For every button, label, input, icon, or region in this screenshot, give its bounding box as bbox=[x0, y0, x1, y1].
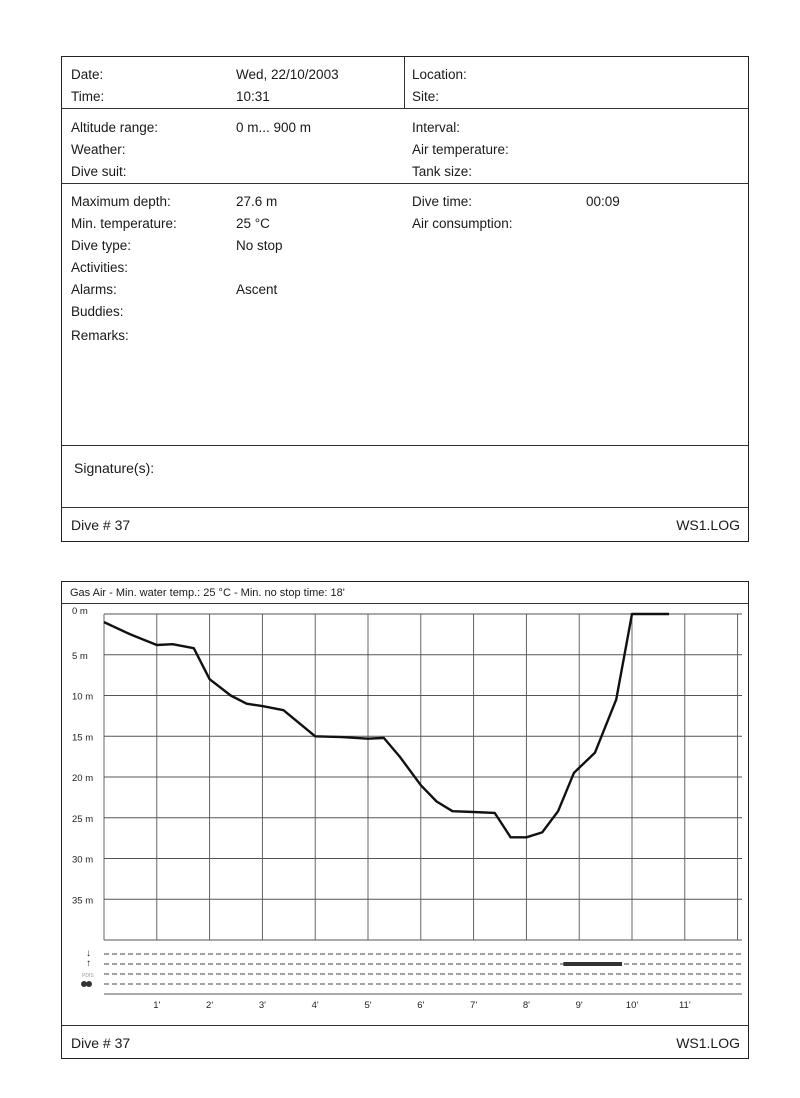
time-label: Time: bbox=[71, 89, 105, 104]
dive-time-value: 00:09 bbox=[586, 194, 620, 209]
dive-suit-label: Dive suit: bbox=[71, 164, 127, 179]
x-tick-label: 10' bbox=[625, 1000, 639, 1011]
row-divider bbox=[62, 108, 748, 109]
dive-log-box bbox=[61, 56, 749, 542]
profile-file-name: WS1.LOG bbox=[676, 1035, 740, 1051]
ascent-icon: ↑ bbox=[86, 958, 91, 969]
x-tick-label: 6' bbox=[417, 1000, 425, 1011]
x-tick-label: 8' bbox=[522, 1000, 530, 1011]
profile-dive-number: Dive # 37 bbox=[71, 1035, 131, 1051]
x-tick-label: 1' bbox=[153, 1000, 161, 1011]
interval-label: Interval: bbox=[412, 120, 461, 135]
column-divider bbox=[404, 57, 405, 108]
x-tick-label: 2' bbox=[206, 1000, 214, 1011]
dive-number: Dive # 37 bbox=[71, 517, 131, 533]
profile-header: Gas Air - Min. water temp.: 25 °C - Min. no stop time: 18' bbox=[70, 587, 345, 599]
alarms-value: Ascent bbox=[236, 282, 278, 297]
altitude-label: Altitude range: bbox=[71, 120, 159, 135]
x-tick-label: 4' bbox=[311, 1000, 319, 1011]
y-tick-label: 25 m bbox=[72, 813, 94, 825]
y-axis-labels bbox=[72, 606, 93, 906]
x-axis-labels bbox=[153, 1000, 691, 1011]
max-depth-label: Maximum depth: bbox=[71, 194, 171, 209]
y-tick-label: 10 m bbox=[72, 691, 94, 703]
ascent-warning-bar bbox=[563, 962, 622, 966]
row-divider bbox=[62, 1025, 748, 1026]
y-tick-label: 20 m bbox=[72, 773, 94, 784]
file-name: WS1.LOG bbox=[676, 517, 740, 533]
time-value: 10:31 bbox=[236, 89, 270, 104]
tank-size-label: Tank size: bbox=[412, 164, 473, 179]
location-label: Location: bbox=[412, 67, 467, 82]
date-value: Wed, 22/10/2003 bbox=[236, 67, 339, 82]
alarms-label: Alarms: bbox=[71, 282, 117, 297]
y-tick-label: 35 m bbox=[72, 895, 94, 907]
x-tick-label: 11' bbox=[678, 1000, 691, 1011]
weather-label: Weather: bbox=[71, 142, 126, 157]
row-divider bbox=[62, 183, 748, 184]
remarks-label: Remarks: bbox=[71, 328, 129, 343]
chart-grid bbox=[104, 614, 742, 940]
row-divider bbox=[62, 507, 748, 508]
activities-label: Activities: bbox=[71, 260, 129, 275]
max-depth-value: 27.6 m bbox=[236, 194, 278, 209]
y-tick-label: 0 m bbox=[72, 606, 88, 617]
x-tick-label: 5' bbox=[364, 1000, 372, 1011]
x-tick-label: 3' bbox=[258, 1000, 266, 1011]
date-label: Date: bbox=[71, 67, 104, 82]
min-temperature-label: Min. temperature: bbox=[71, 216, 177, 231]
y-tick-label: 5 m bbox=[72, 650, 88, 662]
air-consumption-label: Air consumption: bbox=[412, 216, 513, 231]
signature-label: Signature(s): bbox=[74, 460, 155, 476]
dive-type-label: Dive type: bbox=[71, 238, 132, 253]
dive-profile-chart bbox=[62, 604, 748, 1024]
y-tick-label: 30 m bbox=[72, 854, 94, 866]
event-rows bbox=[81, 948, 742, 994]
pdis-icon: PDIS bbox=[82, 973, 94, 979]
air-temperature-label: Air temperature: bbox=[412, 142, 509, 157]
min-temperature-value: 25 °C bbox=[236, 216, 270, 231]
dive-time-label: Dive time: bbox=[412, 194, 473, 209]
x-tick-label: 9' bbox=[575, 1000, 583, 1011]
buddies-label: Buddies: bbox=[71, 304, 124, 319]
altitude-value: 0 m... 900 m bbox=[236, 120, 312, 135]
dive-type-value: No stop bbox=[236, 238, 283, 253]
row-divider bbox=[62, 445, 748, 446]
dive-profile-box bbox=[61, 581, 749, 1059]
descent-icon: ↓ bbox=[86, 948, 91, 959]
workload-icon bbox=[86, 981, 92, 987]
depth-profile-line bbox=[104, 614, 669, 837]
y-tick-label: 15 m bbox=[72, 732, 94, 744]
x-tick-label: 7' bbox=[470, 1000, 478, 1011]
site-label: Site: bbox=[412, 89, 440, 104]
